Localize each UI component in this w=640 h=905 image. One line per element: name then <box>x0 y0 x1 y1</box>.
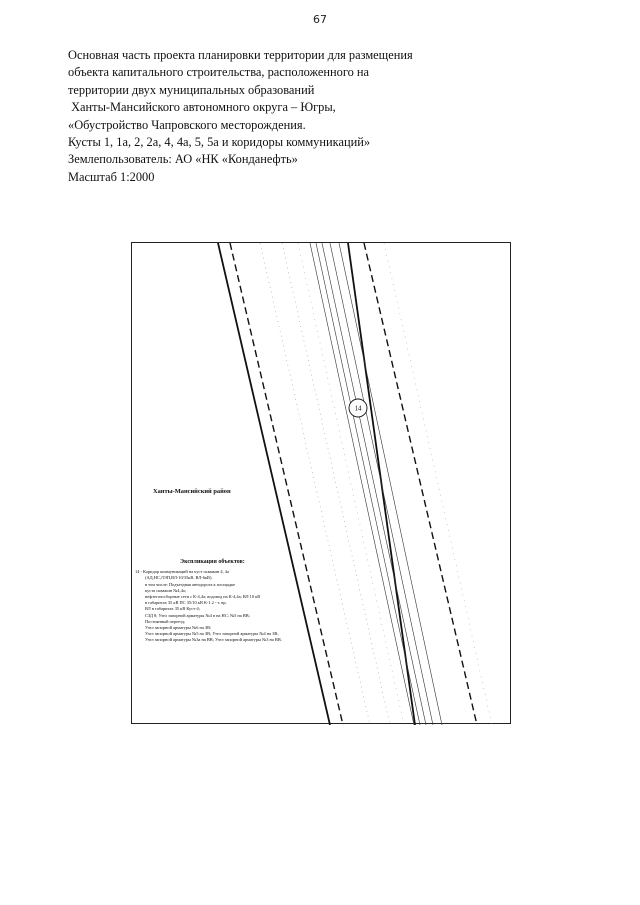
header-line: Землепользователь: АО «НК «Конданефть» <box>68 152 298 167</box>
legend-title: Экспликация объектов: <box>180 559 245 565</box>
legend-line: Узел запорной арматуры №5 на ЗВ; Узел запорной арматуры №4 на ЗВ; <box>145 631 279 637</box>
legend-line: в габаритах 35 кВ ПС 35/10 кВ К-1.2 - т. вр. <box>145 600 227 606</box>
legend-line: ВЛ в габаритах 35 кВ Куст-4; <box>145 606 200 612</box>
legend <box>135 559 365 644</box>
header-line: Ханты-Мансийского автономного округа – Югры, <box>68 100 336 115</box>
legend-line: 14 - Коридор коммуникаций на куст скважин 4, 4а <box>135 569 229 575</box>
thin-line-4 <box>330 243 433 725</box>
thin-line-3 <box>322 243 426 725</box>
legend-line: нефтегазосборные сети с К-4,4а; водовод на К-4,4а; ВЛ 10 кВ <box>145 594 261 600</box>
dotted-line-4 <box>384 243 492 725</box>
legend-line: куста скважин №4,4а; <box>145 587 186 593</box>
header-line: «Обустройство Чапровского месторождения. <box>68 117 306 132</box>
corridor-boundary-left <box>218 243 330 725</box>
header-line: Основная часть проекта планировки территории для размещения <box>68 48 413 62</box>
legend-line: Узел запорной арматуры №3а на ВВ; Узел запорной арматуры №3 на ВВ. <box>145 637 282 643</box>
header-line: объекта капитального строительства, расположенного на <box>68 65 370 80</box>
thin-line-2 <box>316 243 420 725</box>
header-line: территории двух муниципальных образований <box>68 82 315 97</box>
object-marker-label: 14 <box>354 404 362 413</box>
dashed-line-1 <box>230 243 343 725</box>
legend-line: в том числе: Подъездная автодорога к площадке <box>145 581 236 587</box>
map-drawing <box>132 243 512 725</box>
region-label: Ханты-Мансийский район <box>153 488 231 495</box>
document-header <box>68 47 568 186</box>
legend-line: Узел запорной арматуры №6 на ЗВ; <box>145 625 212 631</box>
planning-map <box>131 242 511 724</box>
legend-line: СЗД 8; Узел запорной арматуры №4 в на НС; №5 на ВВ; <box>145 612 250 618</box>
page-number: 67 <box>313 13 327 26</box>
header-line: Кусты 1, 1а, 2, 2а, 4, 4а, 5, 5а и коридоры коммуникаций» <box>68 135 371 150</box>
legend-line: (АД,НС,ЛЭП,ВЛ-10/35кВ, ВЛ-6кВ). <box>145 575 213 581</box>
dotted-line-1 <box>260 243 370 725</box>
header-line: Масштаб 1:2000 <box>68 169 155 184</box>
thin-line-5 <box>339 243 442 725</box>
legend-line: Постоянный переезд; <box>145 618 186 624</box>
